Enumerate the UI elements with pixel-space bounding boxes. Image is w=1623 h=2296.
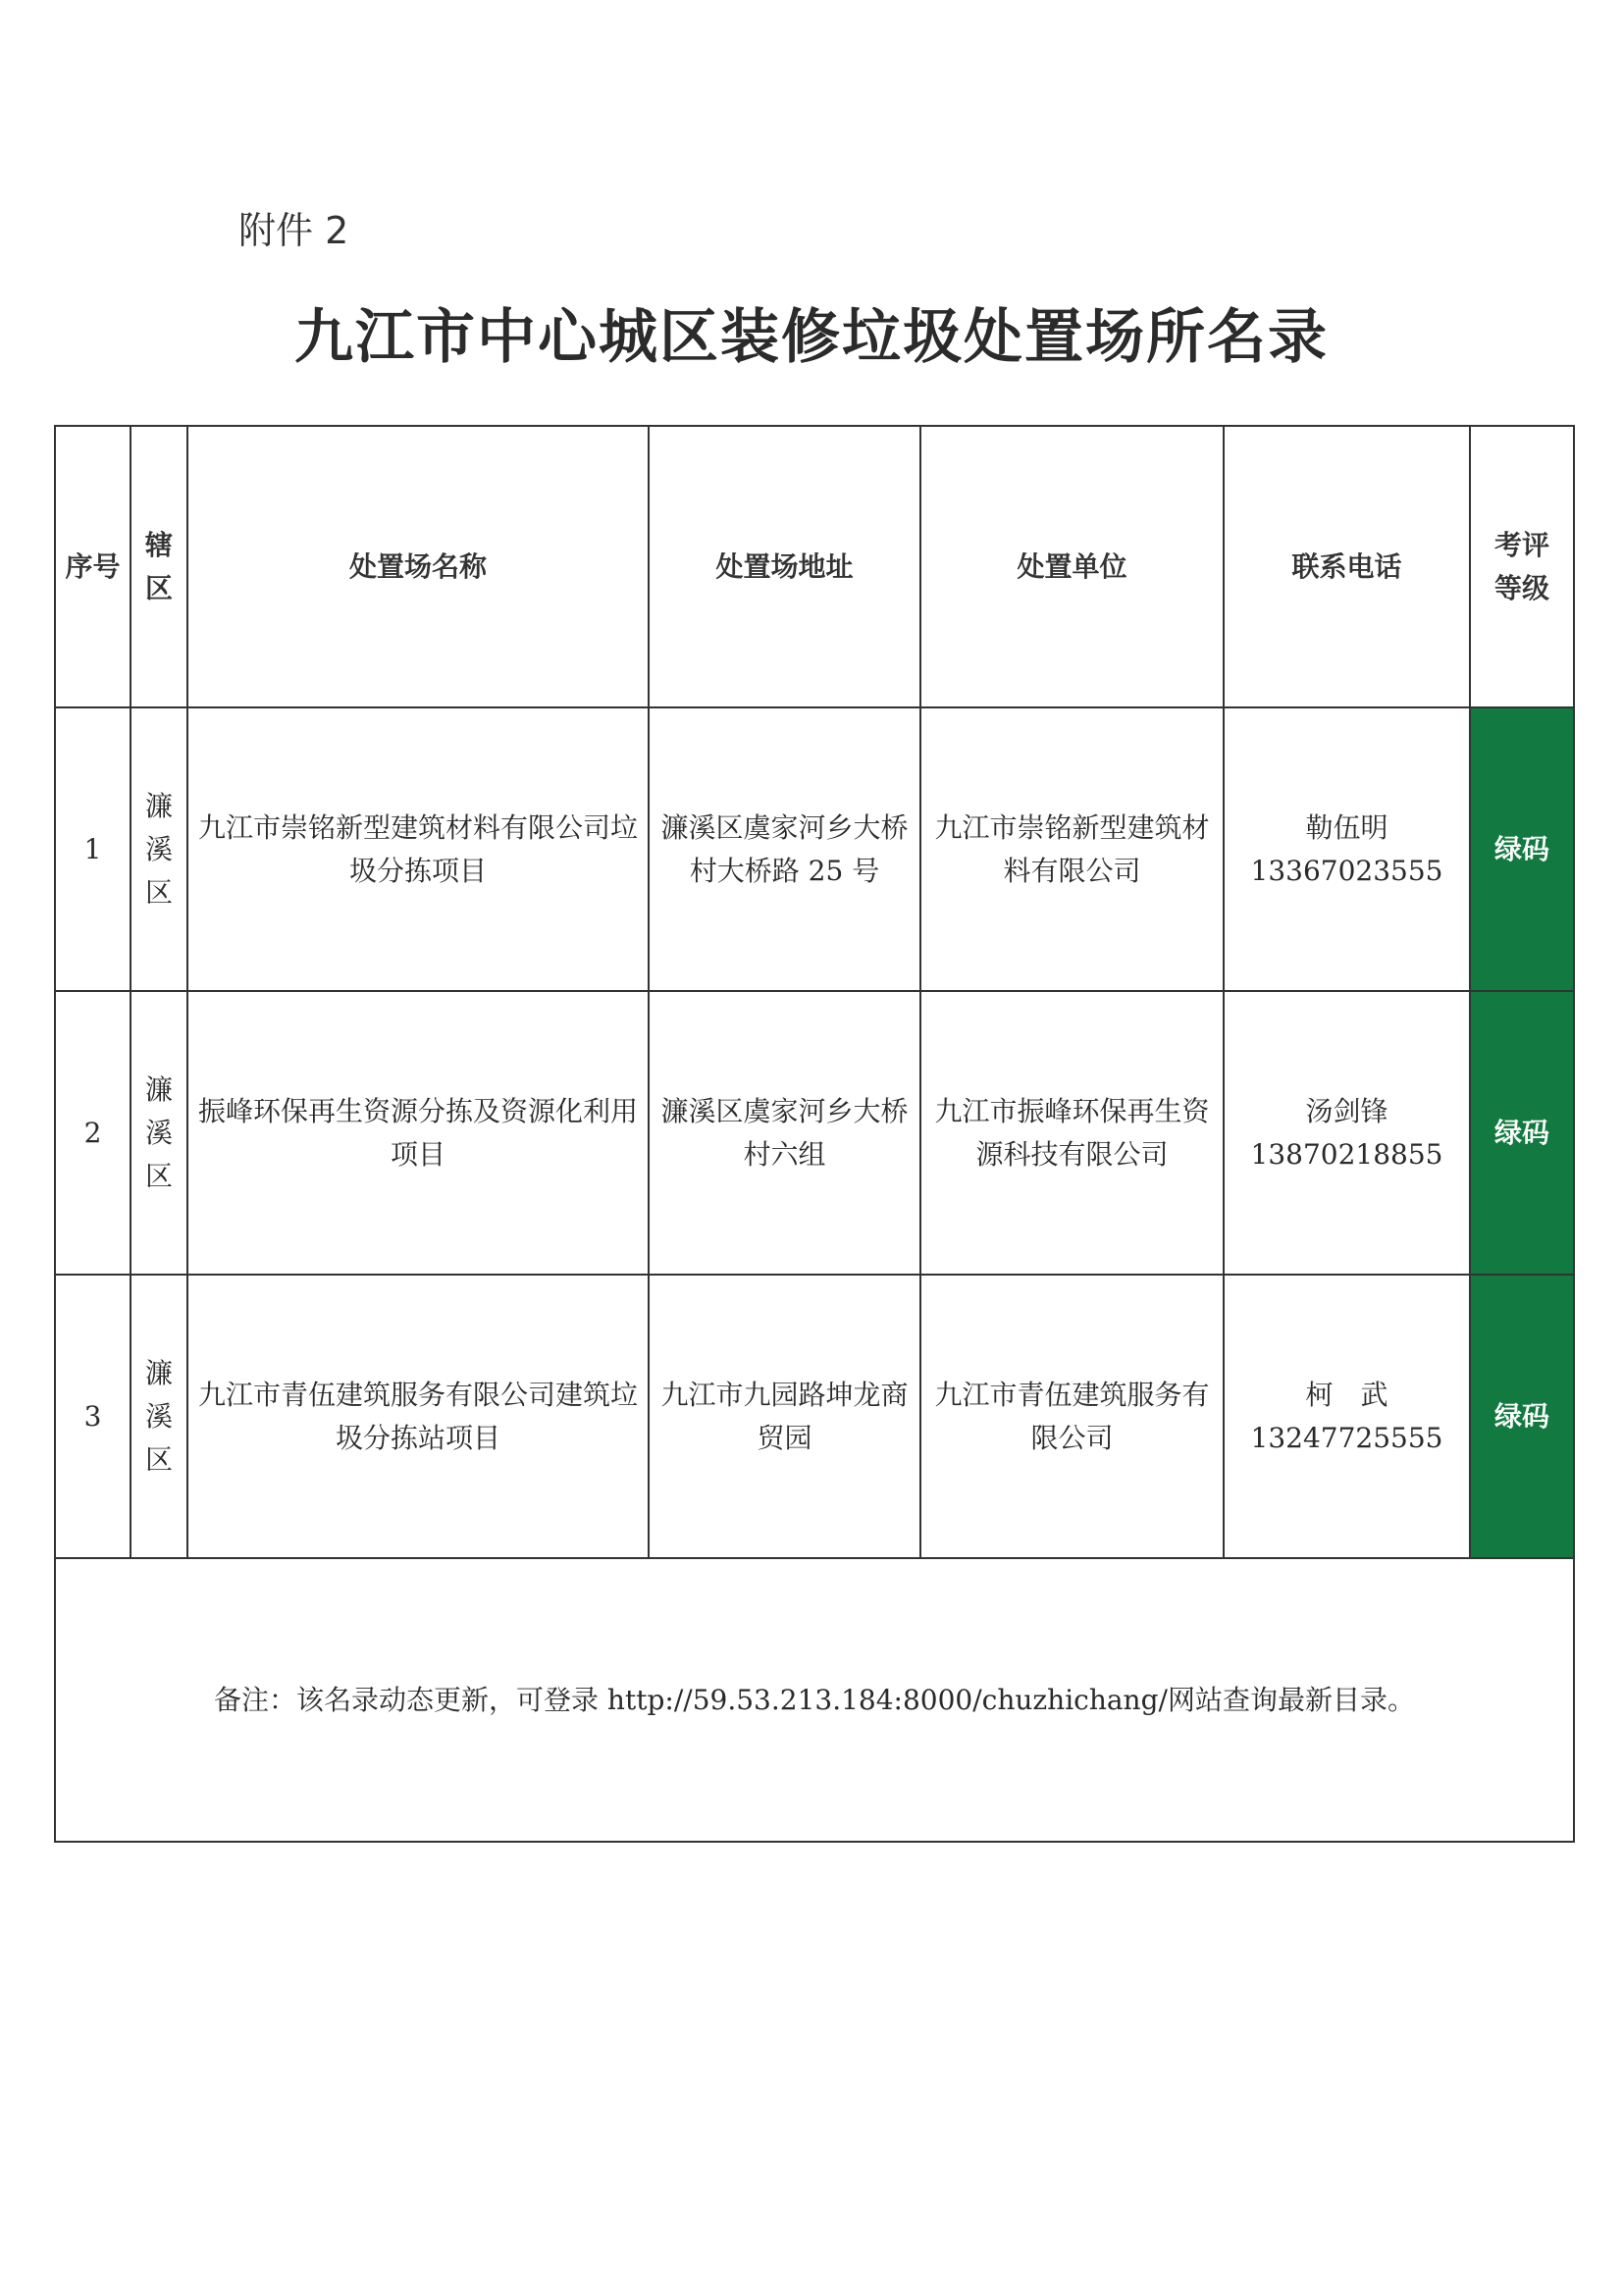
row-site-address: 濂溪区虞家河乡大桥村六组 [649, 991, 920, 1275]
header-contact: 联系电话 [1224, 426, 1470, 707]
row-district: 濂溪区 [131, 707, 187, 991]
disposal-site-table [54, 425, 1575, 1843]
row-contact [1224, 707, 1470, 991]
contact-name: 柯 武 [1305, 1378, 1388, 1411]
row-site-address: 九江市九园路坤龙商贸园 [649, 1275, 920, 1558]
row-unit: 九江市崇铭新型建筑材料有限公司 [920, 707, 1224, 991]
table-row [55, 991, 1574, 1275]
header-grade: 考评等级 [1470, 426, 1574, 707]
row-unit: 九江市青伍建筑服务有限公司 [920, 1275, 1224, 1558]
row-contact [1224, 1275, 1470, 1558]
row-index: 2 [55, 991, 131, 1275]
row-site-name: 九江市崇铭新型建筑材料有限公司垃圾分拣项目 [187, 707, 649, 991]
contact-phone: 13367023555 [1250, 854, 1443, 887]
note-row [55, 1558, 1574, 1842]
table-header-row [55, 426, 1574, 707]
table-note: 备注：该名录动态更新，可登录 http://59.53.213.184:8000/chuzhichang/网站查询最新目录。 [55, 1558, 1574, 1842]
header-unit: 处置单位 [920, 426, 1224, 707]
header-site-address: 处置场地址 [649, 426, 920, 707]
table-row [55, 1275, 1574, 1558]
document-title: 九江市中心城区装修垃圾处置场所名录 [294, 303, 1329, 372]
header-district: 辖区 [131, 426, 187, 707]
contact-name: 勒伍明 [1305, 810, 1388, 844]
row-site-name: 振峰环保再生资源分拣及资源化利用项目 [187, 991, 649, 1275]
row-index: 1 [55, 707, 131, 991]
grade-badge: 绿码 [1470, 707, 1574, 991]
row-district: 濂溪区 [131, 1275, 187, 1558]
contact-phone: 13247725555 [1250, 1421, 1443, 1454]
row-unit: 九江市振峰环保再生资源科技有限公司 [920, 991, 1224, 1275]
attachment-label: 附件 2 [238, 209, 349, 252]
contact-phone: 13870218855 [1250, 1137, 1443, 1171]
header-index: 序号 [55, 426, 131, 707]
row-district: 濂溪区 [131, 991, 187, 1275]
grade-badge: 绿码 [1470, 991, 1574, 1275]
grade-badge: 绿码 [1470, 1275, 1574, 1558]
header-site-name: 处置场名称 [187, 426, 649, 707]
contact-name: 汤剑锋 [1305, 1094, 1388, 1127]
row-site-address: 濂溪区虞家河乡大桥村大桥路 25 号 [649, 707, 920, 991]
row-site-name: 九江市青伍建筑服务有限公司建筑垃圾分拣站项目 [187, 1275, 649, 1558]
row-contact [1224, 991, 1470, 1275]
table-row [55, 707, 1574, 991]
row-index: 3 [55, 1275, 131, 1558]
